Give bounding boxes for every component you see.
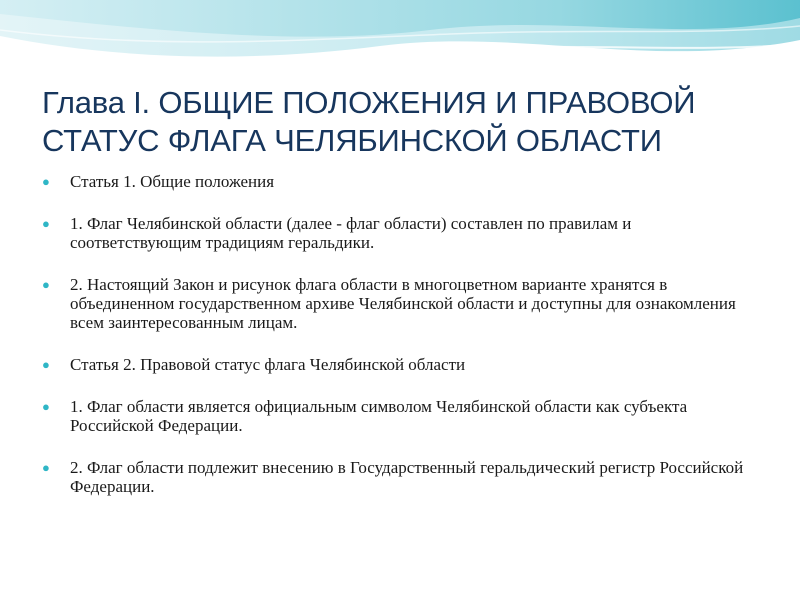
list-item-article-1-point-1 — [40, 214, 760, 252]
slide-title — [42, 84, 762, 160]
slide-title-line-1: Глава I. ОБЩИЕ ПОЛОЖЕНИЯ И ПРАВОВОЙ — [42, 85, 696, 120]
list-item-text: 2. Флаг области подлежит внесению в Государственный геральдический регистр Российской Федерации. — [70, 458, 744, 496]
list-item-text: Статья 2. Правовой статус флага Челябинской области — [70, 355, 466, 374]
list-item-article-2-point-2 — [40, 458, 760, 496]
bullet-dot-icon: ● — [42, 460, 50, 475]
list-item-text: Статья 1. Общие положения — [70, 172, 275, 191]
list-item-text: 1. Флаг Челябинской области (далее - флаг области) составлен по правилам и соответствующим традициям геральдики. — [70, 214, 632, 252]
list-item-text: 1. Флаг области является официальным символом Челябинской области как субъекта Российской Федерации. — [70, 397, 688, 435]
list-item-article-2-point-1 — [40, 397, 760, 435]
bullet-dot-icon: ● — [42, 174, 50, 189]
slide-title-line-2: СТАТУС ФЛАГА ЧЕЛЯБИНСКОЙ ОБЛАСТИ — [42, 123, 662, 158]
bullet-dot-icon: ● — [42, 399, 50, 414]
list-item-article-2-heading — [40, 355, 760, 374]
decorative-wave-header — [0, 0, 800, 90]
content-list — [40, 172, 760, 519]
bullet-dot-icon: ● — [42, 357, 50, 372]
list-item-article-1-heading — [40, 172, 760, 191]
bullet-dot-icon: ● — [42, 216, 50, 231]
list-item-article-1-point-2 — [40, 275, 760, 332]
list-item-text: 2. Настоящий Закон и рисунок флага области в многоцветном варианте хранятся в объединенном государственном архиве Челябинской области и доступны для ознакомления всем заинтересованным лицам. — [70, 275, 736, 332]
bullet-dot-icon: ● — [42, 277, 50, 292]
